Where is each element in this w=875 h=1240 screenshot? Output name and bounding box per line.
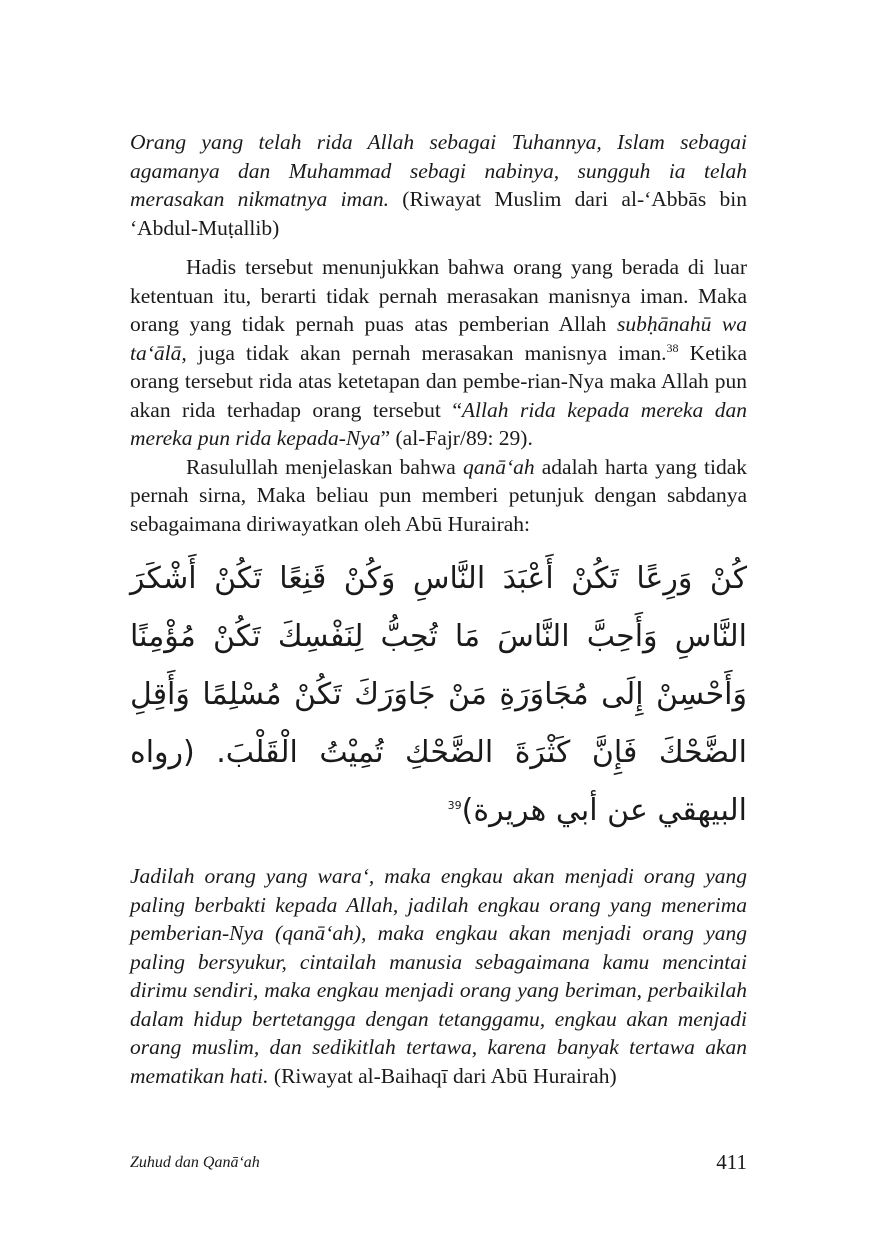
text-segment: Ketika orang tersebut rida atas ketetapan dan pembe-rian-Nya maka Allah pun akan rida terhadap orang tersebut “ [130,340,747,422]
footnote-marker: 38 [666,340,679,355]
italic-segment: Allah rida kepada mereka dan mereka pun rida kepada-Nya [130,397,747,450]
running-head: Zuhud dan Qanā‘ah [130,1154,260,1171]
quote-text: Orang yang telah rida Allah sebagai Tuhannya, Islam sebagai agamanya dan Muhammad sebagi nabinya, sungguh ia telah merasakan nikmatnya iman. [130,130,747,211]
page-number: 411 [716,1150,747,1174]
paragraph-explanation [130,253,747,453]
hadith-translation [130,862,747,1090]
arabic-text: كُنْ وَرِعًا تَكُنْ أَعْبَدَ النَّاسِ وَكُنْ قَنِعًا تَكُنْ أَشْكَرَ النَّاسِ وَأَحِبَّ النَّاسَ مَا تُحِبُّ لِنَفْسِكَ تَكُنْ مُؤْمِنًا وَأَحْسِنْ إِلَى مُجَاوَرَةِ مَنْ جَاوَرَكَ تَكُنْ مُسْلِمًا وَأَقِلِ الضَّحْكَ فَإِنَّ كَثْرَةَ الضَّحْكِ تُمِيْتُ الْقَلْبَ. (رواه البيهقي عن أبي هريرة) [130,561,747,828]
hadith-translation-quote [130,128,747,242]
translation-source: (Riwayat al-Baihaqī dari Abū Hurairah) [268,1063,617,1088]
page-body [130,128,747,1090]
italic-segment: qanā‘ah [462,454,535,479]
text-segment: ” (al-Fajr/89: 29). [380,426,533,450]
text-segment: Hadis tersebut menunjukkan bahwa orang yang berada di luar ketentuan itu, berarti tidak pernah merasakan manisnya iman. Maka orang yang tidak pernah puas atas pemberian Allah [130,255,747,336]
paragraph-intro-hadith [130,453,747,539]
italic-segment: subḥānahū wa ta‘ālā, [130,312,747,365]
quote-source: (Riwayat Muslim dari al-‘Abbās bin ‘Abdul-Muṭallib) [130,187,747,240]
text-segment: juga tidak akan pernah merasakan manisnya iman. [186,340,667,365]
arabic-hadith [130,550,747,840]
translation-text: Jadilah orang yang wara‘, maka engkau akan menjadi orang yang paling berbakti kepada Allah, jadilah engkau orang yang menerima pemberian-Nya (qanā‘ah), maka engkau akan menjadi orang yang paling bersyukur, cintailah manusia sebagaimana kamu mencintai dirimu sendiri, maka engkau menjadi orang yang beriman, perbaikilah dalam hidup bertetangga dengan tetanggamu, engkau akan menjadi orang muslim, dan sedikitlah tertawa, karena banyak tertawa akan mematikan hati. [130,864,747,1088]
text-segment: adalah harta yang tidak pernah sirna, Maka beliau pun memberi petunjuk dengan sabdanya sebagaimana diriwayatkan oleh Abū Hurairah: [130,454,747,536]
page-footer [130,1150,747,1180]
text-segment: Rasulullah menjelaskan bahwa [186,454,463,479]
footnote-marker: 39 [447,799,462,812]
